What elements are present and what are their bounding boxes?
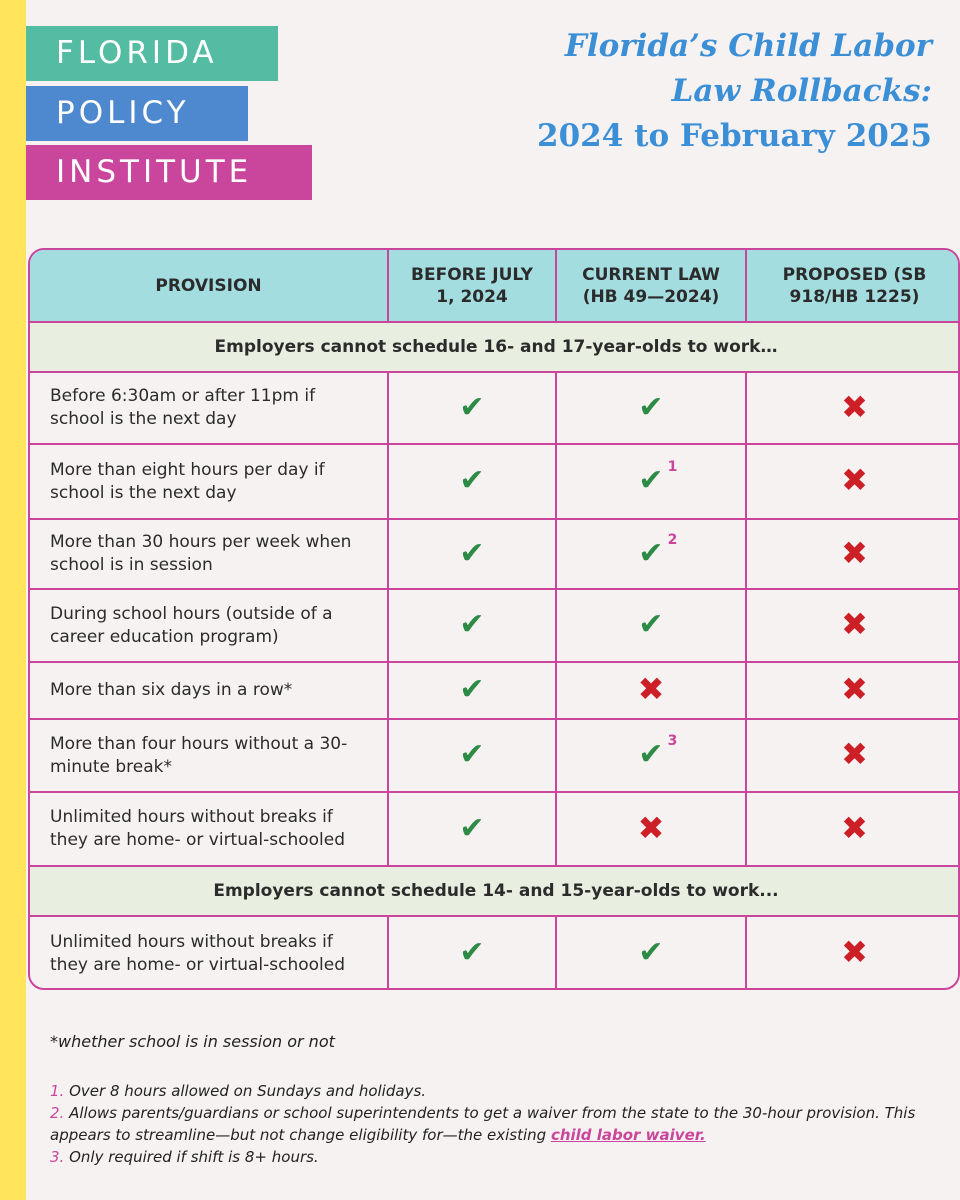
- table-row: [30, 589, 960, 662]
- comparison-table: [28, 248, 960, 990]
- logo-policy: POLICY: [26, 86, 248, 141]
- current-cell: [556, 916, 746, 990]
- checkmark-icon: ✔: [459, 463, 485, 498]
- current-cell: [556, 792, 746, 866]
- provision-cell: Unlimited hours without breaks if they are home- or virtual-schooled: [30, 792, 388, 866]
- checkmark-icon: ✔: [638, 535, 664, 571]
- checkmark-icon: ✔: [459, 810, 485, 846]
- before-cell: [388, 662, 556, 719]
- header-provision: PROVISION: [30, 250, 388, 322]
- x-mark-icon: ✖: [841, 533, 868, 572]
- checkmark-icon: ✔: [459, 607, 485, 642]
- table-row: [30, 519, 960, 589]
- proposed-cell: [746, 662, 960, 719]
- before-cell: [388, 519, 556, 589]
- before-cell: [388, 589, 556, 662]
- table-header-row: [30, 250, 960, 322]
- x-mark-icon: ✖: [637, 808, 665, 847]
- title-line-2: Law Rollbacks:: [671, 73, 932, 109]
- footnote-number: 3.: [50, 1148, 65, 1166]
- before-cell: [388, 792, 556, 866]
- checkmark-icon: ✔: [638, 463, 664, 498]
- x-mark-icon: ✖: [841, 933, 868, 971]
- footnote-text: Allows parents/guardians or school superintendents to get a waiver from the state to the 30-hour provision. This appears to streamline—but not change eligibility for—the existing: [50, 1104, 916, 1144]
- checkmark-icon: ✔: [638, 737, 664, 772]
- provision-cell: More than four hours without a 30-minute break*: [30, 719, 388, 792]
- current-cell: [556, 372, 746, 444]
- provision-cell: During school hours (outside of a career education program): [30, 589, 388, 662]
- x-mark-icon: ✖: [841, 735, 868, 773]
- logo-florida: FLORIDA: [26, 26, 278, 81]
- header-before: BEFORE JULY 1, 2024: [388, 250, 556, 322]
- current-cell: [556, 519, 746, 589]
- provision-cell: Before 6:30am or after 11pm if school is the next day: [30, 372, 388, 444]
- checkmark-icon: ✔: [459, 737, 485, 772]
- table-row: [30, 372, 960, 444]
- footnote-number: 1.: [50, 1082, 65, 1100]
- provision-cell: More than six days in a row*: [30, 662, 388, 719]
- footnote-2: [50, 1102, 930, 1146]
- provision-cell: More than eight hours per day if school is the next day: [30, 444, 388, 519]
- before-cell: [388, 916, 556, 990]
- section-label: Employers cannot schedule 14- and 15-year-olds to work...: [30, 866, 960, 916]
- table-row: [30, 662, 960, 719]
- footnote-marker: 3: [667, 733, 678, 749]
- title-line-3: 2024 to February 2025: [537, 118, 932, 154]
- asterisk-note: *whether school is in session or not: [50, 1032, 335, 1051]
- checkmark-icon: ✔: [638, 389, 664, 425]
- footnote-marker: 2: [667, 531, 678, 548]
- table-row: [30, 916, 960, 990]
- child-labor-waiver-link[interactable]: child labor waiver.: [550, 1126, 706, 1144]
- before-cell: [388, 444, 556, 519]
- proposed-cell: [746, 792, 960, 866]
- proposed-cell: [746, 519, 960, 589]
- checkmark-icon: ✔: [459, 389, 485, 425]
- proposed-cell: [746, 589, 960, 662]
- section-16-17: [30, 322, 960, 372]
- checkmark-icon: ✔: [459, 935, 485, 970]
- footnote-text: Over 8 hours allowed on Sundays and holidays.: [69, 1082, 427, 1100]
- footnote-text: Only required if shift is 8+ hours.: [69, 1148, 319, 1166]
- provision-cell: Unlimited hours without breaks if they are home- or virtual-schooled: [30, 916, 388, 990]
- current-cell: [556, 589, 746, 662]
- header-proposed: PROPOSED (SB 918/HB 1225): [746, 250, 960, 322]
- yellow-side-stripe: [0, 0, 26, 1200]
- page-title: [472, 24, 932, 159]
- footnote-number: 2.: [50, 1104, 65, 1122]
- footnote-marker: 1: [667, 459, 678, 475]
- proposed-cell: [746, 444, 960, 519]
- checkmark-icon: ✔: [638, 935, 664, 970]
- logo-institute: INSTITUTE: [26, 145, 312, 200]
- x-mark-icon: ✖: [841, 461, 868, 499]
- x-mark-icon: ✖: [841, 670, 868, 708]
- proposed-cell: [746, 916, 960, 990]
- footnotes: [50, 1080, 930, 1168]
- checkmark-icon: ✔: [459, 535, 485, 571]
- section-14-15: [30, 866, 960, 916]
- table-row: [30, 719, 960, 792]
- current-cell: [556, 719, 746, 792]
- title-line-1: Florida’s Child Labor: [564, 28, 932, 64]
- header-current: CURRENT LAW (HB 49—2024): [556, 250, 746, 322]
- x-mark-icon: ✖: [841, 605, 868, 643]
- current-cell: [556, 662, 746, 719]
- table-row: [30, 792, 960, 866]
- checkmark-icon: ✔: [459, 672, 485, 707]
- x-mark-icon: ✖: [841, 808, 868, 847]
- footnote-3: [50, 1146, 930, 1168]
- proposed-cell: [746, 372, 960, 444]
- footnote-1: [50, 1080, 930, 1102]
- x-mark-icon: ✖: [841, 387, 868, 426]
- table-row: [30, 444, 960, 519]
- section-label: Employers cannot schedule 16- and 17-year-olds to work…: [30, 322, 960, 372]
- before-cell: [388, 719, 556, 792]
- proposed-cell: [746, 719, 960, 792]
- provision-cell: More than 30 hours per week when school is in session: [30, 519, 388, 589]
- x-mark-icon: ✖: [637, 670, 665, 708]
- checkmark-icon: ✔: [638, 607, 664, 642]
- before-cell: [388, 372, 556, 444]
- current-cell: [556, 444, 746, 519]
